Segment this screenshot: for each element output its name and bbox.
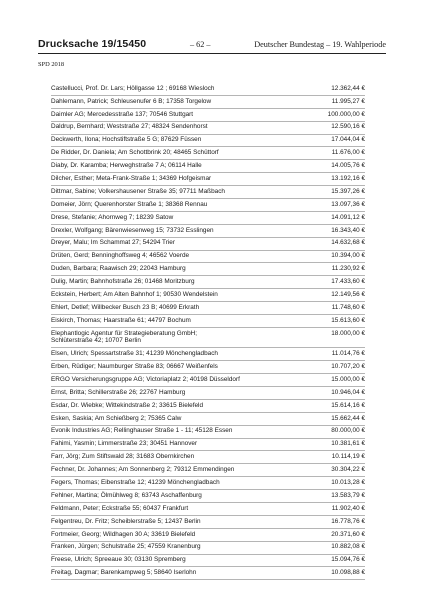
table-row [51,464,365,477]
donor-name-address: Deckwerth, Ilona; Hochstiftstraße 5 G; 87629 Füssen [51,136,202,144]
table-row [51,276,365,289]
page-header [38,38,386,52]
donor-name-address: Elsen, Ulrich; Spessartstraße 31; 41239 Mönchengladbach [51,350,218,358]
donor-name-address: Eiskirch, Thomas; Haarstraße 61; 44797 Bochum [51,316,191,324]
donation-amount: 15.000,00 € [331,375,365,383]
parliament-label: Deutscher Bundestag – 19. Wahlperiode [254,40,386,49]
donation-amount: 10.114,19 € [331,453,365,461]
table-row [51,555,365,568]
donor-name-address: Fechner, Dr. Johannes; Am Sonnenberg 2; 79312 Emmendingen [51,466,235,474]
donor-name-address: De Ridder, Dr. Daniela; Am Schottbrink 20; 48465 Schüttorf [51,149,219,157]
donation-amount: 14.005,76 € [331,162,365,170]
donation-amount: 100.000,00 € [327,110,365,118]
table-row [51,122,365,135]
donation-table [51,83,365,580]
donor-name-address: Felgentreu, Dr. Fritz; Scheiblerstraße 5; 12437 Berlin [51,517,201,525]
table-row [51,147,365,160]
donation-amount: 18.000,00 € [331,329,365,337]
donation-amount: 10.381,61 € [331,440,365,448]
donation-amount: 12.362,44 € [331,84,365,92]
donation-amount: 13.097,36 € [331,200,365,208]
donation-amount: 11.748,60 € [331,303,365,311]
donation-amount: 10.013,28 € [331,479,365,487]
donor-name-address: Drese, Stefanie; Ahornweg 7; 18239 Satow [51,213,174,221]
donation-amount: 11.230,92 € [331,265,365,273]
table-row [51,160,365,173]
donation-amount: 11.676,00 € [331,149,365,157]
table-row [51,451,365,464]
table-row [51,439,365,452]
donor-name-address: Drexler, Wolfgang; Bärenwiesenweg 15; 73732 Esslingen [51,226,214,234]
donation-amount: 14.632,68 € [331,239,365,247]
table-row [51,542,365,555]
table-row [51,567,365,580]
donor-name-address: Evonik Industries AG; Rellinghauser Straße 1 - 11; 45128 Essen [51,427,233,435]
table-row [51,96,365,109]
donation-amount: 30.304,22 € [331,466,365,474]
donor-name-address: Castellucci, Prof. Dr. Lars; Höllgasse 12 ; 69168 Wiesloch [51,84,215,92]
table-row [51,328,365,348]
donation-amount: 11.902,40 € [331,504,365,512]
donor-name-address: Dilcher, Esther; Meta-Frank-Straße 1; 34369 Hofgeismar [51,175,212,183]
table-row [51,186,365,199]
donor-name-address: Duden, Barbara; Raawisch 29; 22043 Hamburg [51,265,186,273]
donation-amount: 13.192,16 € [331,175,365,183]
table-row [51,212,365,225]
table-row [51,426,365,439]
table-row [51,348,365,361]
donation-amount: 17.433,60 € [331,278,365,286]
table-row [51,225,365,238]
donor-name-address: Esken, Saskia; Am Schießberg 2; 75365 Calw [51,414,182,422]
donation-amount: 11.995,27 € [331,97,365,105]
donor-name-address: Elephantlogic Agentur für Strategieberatung GmbH; Schlüterstraße 42; 10707 Berlin [51,329,198,345]
donation-amount: 14.091,12 € [331,213,365,221]
donor-name-address: Dittmar, Sabine; Volkershausener Straße 35; 97711 Maßbach [51,187,225,195]
document-number-value: 15450 [116,38,147,50]
table-row [51,173,365,186]
donation-amount: 17.044,04 € [331,136,365,144]
table-row [51,109,365,122]
donor-name-address: Fegers, Thomas; Eibenstraße 12; 41239 Mönchengladbach [51,479,220,487]
donation-amount: 20.371,60 € [331,530,365,538]
document-number [38,38,146,50]
table-row [51,529,365,542]
donor-name-address: Fahimi, Yasmin; Limmerstraße 23; 30451 Hannover [51,440,198,448]
donor-name-address: Ernst, Britta; Schillerstraße 26; 22767 Hamburg [51,388,186,396]
table-row [51,83,365,96]
donor-name-address: Eckstein, Herbert; Am Alten Bahnhof 1; 90530 Wendelstein [51,291,218,299]
donor-name-address: Fehlner, Martina; Ölmühlweg 8; 63743 Aschaffenburg [51,491,202,499]
donor-name-address: Freitag, Dagmar; Barenkampweg 5; 58640 Iserlohn [51,569,197,577]
donation-amount: 15.613,60 € [331,316,365,324]
donation-amount: 15.397,26 € [331,187,365,195]
donation-amount: 10.946,04 € [331,388,365,396]
table-row [51,413,365,426]
donation-amount: 10.394,00 € [331,252,365,260]
donor-name-address: Diaby, Dr. Karamba; Herweghstraße 7 A; 06114 Halle [51,162,202,170]
table-row [51,477,365,490]
donation-amount: 16.778,76 € [331,517,365,525]
table-row [51,289,365,302]
donation-amount: 13.583,79 € [331,491,365,499]
donation-amount: 12.590,16 € [331,123,365,131]
table-row [51,302,365,315]
donor-name-address: Freese, Ulrich; Spreeaue 30; 03130 Spremberg [51,556,186,564]
donation-amount: 10.098,88 € [331,569,365,577]
donation-amount: 80.000,00 € [331,427,365,435]
table-row [51,516,365,529]
donation-amount: 10.882,08 € [331,543,365,551]
donor-name-address: Ehlert, Detlef; Willbecker Busch 23 B; 40699 Erkrath [51,303,200,311]
donor-name-address: Feldmann, Peter; Eckstraße 55; 60437 Frankfurt [51,504,189,512]
donor-name-address: Daimler AG; Mercedesstraße 137; 70546 Stuttgart [51,110,194,118]
donation-amount: 15.094,76 € [331,556,365,564]
donor-name-address: Erben, Rüdiger; Naumburger Straße 83; 06667 Weißenfels [51,363,218,370]
table-row [51,199,365,212]
donor-name-address: Fortmeier, Georg; Wildhagen 30 A; 33619 Bielefeld [51,530,196,538]
donor-name-address: Drüten, Gerd; Benninghoffsweg 4; 46562 Voerde [51,252,190,260]
donor-name-address: Farr, Jörg; Zum Stiftswald 28; 31683 Obernkirchen [51,453,195,461]
donation-amount: 11.014,76 € [331,350,365,358]
donation-amount: 15.614,16 € [331,401,365,409]
table-row [51,251,365,264]
table-row [51,400,365,413]
donation-amount: 15.662,44 € [331,414,365,422]
donor-name-address: ERGO Versicherungsgruppe AG; Victoriaplatz 2; 40198 Düsseldorf [51,375,240,383]
donor-name-address: Dulig, Martin; Bahnhofstraße 26; 01468 Moritzburg [51,278,195,286]
donor-name-address: Domeier, Jörn; Querenhorster Straße 1; 38368 Rennau [51,200,208,208]
donor-name-address: Esdar, Dr. Wiebke; Wittekindstraße 2; 33615 Bielefeld [51,401,204,409]
table-row [51,361,365,374]
header-rule [38,53,386,54]
donation-amount: 16.343,40 € [331,226,365,234]
document-number-prefix: Drucksache 19/ [38,38,117,50]
table-row [51,135,365,148]
table-row [51,263,365,276]
party-label: SPD 2018 [38,61,65,68]
table-row [51,387,365,400]
donor-name-address: Daldrup, Bernhard; Weststraße 27; 48324 Sendenhorst [51,123,208,131]
table-row [51,238,365,251]
donor-name-address: Dreyer, Malu; Im Schammat 27; 54294 Trier [51,239,175,247]
table-row [51,374,365,387]
donation-amount: 10.707,20 € [331,363,365,370]
donor-name-address: Dahlemann, Patrick; Schleusenufer 6 B; 17358 Torgelow [51,97,212,105]
donation-amount: 12.149,56 € [331,291,365,299]
table-row [51,503,365,516]
table-row [51,315,365,328]
table-row [51,490,365,503]
page-number: – 62 – [189,40,211,49]
donor-name-address: Franken, Jürgen; Schulstraße 25; 47559 Kranenburg [51,543,201,551]
